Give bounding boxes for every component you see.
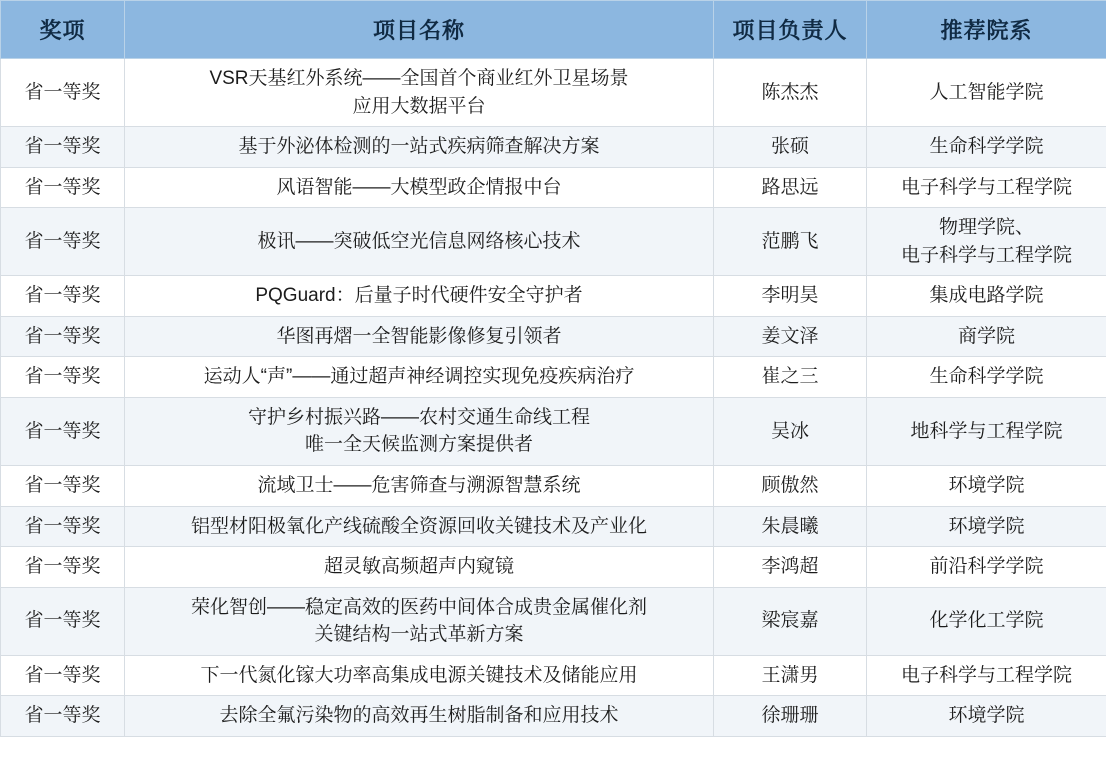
cell-leader: 姜文泽 (714, 316, 867, 357)
cell-department (867, 208, 1106, 276)
department-line: 地科学与工程学院 (910, 420, 1063, 442)
project-name-line: 风语智能——大模型政企情报中台 (276, 176, 562, 198)
cell-project-name (125, 466, 714, 507)
cell-leader: 范鹏飞 (714, 208, 867, 276)
cell-project-name (125, 547, 714, 588)
table-row (1, 316, 1106, 357)
cell-award: 省一等奖 (1, 506, 125, 547)
department-line: 环境学院 (948, 475, 1025, 497)
cell-department (867, 357, 1106, 398)
cell-department (867, 506, 1106, 547)
table-row (1, 466, 1106, 507)
project-name-line: 流域卫士——危害筛查与溯源智慧系统 (257, 475, 581, 497)
project-name-line: PQGuard：后量子时代硬件安全守护者 (255, 285, 583, 307)
cell-award: 省一等奖 (1, 357, 125, 398)
department-line: 电子科学与工程学院 (900, 176, 1072, 198)
cell-department (867, 127, 1106, 168)
table-row (1, 506, 1106, 547)
project-name-line: 应用大数据平台 (352, 95, 486, 117)
table-header (1, 1, 1106, 59)
department-line: 化学化工学院 (929, 610, 1044, 632)
cell-department (867, 696, 1106, 737)
department-line: 人工智能学院 (929, 81, 1044, 103)
cell-leader: 路思远 (714, 167, 867, 208)
cell-project-name (125, 167, 714, 208)
project-name-line: 基于外泌体检测的一站式疾病筛查解决方案 (238, 136, 600, 158)
cell-leader: 王潇男 (714, 655, 867, 696)
cell-leader: 顾傲然 (714, 466, 867, 507)
cell-award: 省一等奖 (1, 276, 125, 317)
cell-department (867, 59, 1106, 127)
department-line: 电子科学与工程学院 (900, 664, 1072, 686)
project-name-line: VSR天基红外系统——全国首个商业红外卫星场景 (209, 68, 629, 89)
cell-award: 省一等奖 (1, 696, 125, 737)
cell-project-name (125, 696, 714, 737)
table-row (1, 696, 1106, 737)
cell-leader: 朱晨曦 (714, 506, 867, 547)
cell-department (867, 276, 1106, 317)
cell-department (867, 397, 1106, 465)
cell-project-name (125, 357, 714, 398)
cell-project-name (125, 655, 714, 696)
cell-department (867, 316, 1106, 357)
column-header-project: 项目名称 (125, 1, 714, 59)
table-row (1, 127, 1106, 168)
cell-project-name (125, 587, 714, 655)
cell-award: 省一等奖 (1, 127, 125, 168)
table-row (1, 587, 1106, 655)
table-row (1, 547, 1106, 588)
cell-department (867, 655, 1106, 696)
project-name-line: 运动人“声”——通过超声神经调控实现免疫疾病治疗 (203, 366, 635, 388)
department-line: 环境学院 (948, 515, 1025, 537)
cell-project-name (125, 208, 714, 276)
table-body (1, 59, 1106, 737)
cell-project-name (125, 506, 714, 547)
department-line: 前沿科学学院 (929, 556, 1044, 578)
cell-award: 省一等奖 (1, 167, 125, 208)
table-row (1, 208, 1106, 276)
department-line: 电子科学与工程学院 (900, 244, 1072, 266)
cell-department (867, 587, 1106, 655)
cell-leader: 张硕 (714, 127, 867, 168)
department-line: 集成电路学院 (929, 285, 1044, 307)
department-line: 环境学院 (948, 705, 1025, 727)
table-row (1, 655, 1106, 696)
cell-leader: 李鸿超 (714, 547, 867, 588)
table-header-row (1, 1, 1106, 59)
department-line: 生命科学学院 (929, 366, 1044, 388)
project-name-line: 关键结构一站式革新方案 (314, 624, 524, 646)
cell-department (867, 167, 1106, 208)
cell-award: 省一等奖 (1, 466, 125, 507)
project-name-line: 下一代氮化镓大功率高集成电源关键技术及储能应用 (200, 664, 638, 686)
table-row (1, 276, 1106, 317)
cell-leader: 吴冰 (714, 397, 867, 465)
project-name-line: 超灵敏高频超声内窥镜 (323, 556, 514, 578)
table-row (1, 167, 1106, 208)
cell-department (867, 466, 1106, 507)
column-header-award: 奖项 (1, 1, 125, 59)
table-row (1, 397, 1106, 465)
department-line: 物理学院、 (938, 217, 1034, 239)
column-header-leader: 项目负责人 (714, 1, 867, 59)
table-row (1, 59, 1106, 127)
cell-award: 省一等奖 (1, 59, 125, 127)
cell-project-name (125, 276, 714, 317)
project-name-line: 唯一全天候监测方案提供者 (304, 434, 533, 456)
cell-leader: 徐珊珊 (714, 696, 867, 737)
project-name-line: 极讯——突破低空光信息网络核心技术 (257, 230, 581, 252)
cell-award: 省一等奖 (1, 397, 125, 465)
project-name-line: 守护乡村振兴路——农村交通生命线工程 (247, 406, 590, 428)
cell-award: 省一等奖 (1, 316, 125, 357)
project-name-line: 华图再熠一全智能影像修复引领者 (276, 325, 562, 347)
table-row (1, 357, 1106, 398)
cell-leader: 崔之三 (714, 357, 867, 398)
cell-project-name (125, 397, 714, 465)
project-name-line: 荣化智创——稳定高效的医药中间体合成贵金属催化剂 (190, 596, 647, 618)
cell-leader: 陈杰杰 (714, 59, 867, 127)
cell-award: 省一等奖 (1, 655, 125, 696)
column-header-dept: 推荐院系 (867, 1, 1106, 59)
department-line: 商学院 (957, 325, 1015, 347)
project-name-line: 铝型材阳极氧化产线硫酸全资源回收关键技术及产业化 (190, 515, 647, 537)
cell-leader: 梁宸嘉 (714, 587, 867, 655)
cell-award: 省一等奖 (1, 547, 125, 588)
cell-project-name (125, 59, 714, 127)
project-name-line: 去除全氟污染物的高效再生树脂制备和应用技术 (219, 705, 619, 727)
cell-department (867, 547, 1106, 588)
cell-award: 省一等奖 (1, 587, 125, 655)
department-line: 生命科学学院 (929, 136, 1044, 158)
cell-leader: 李明昊 (714, 276, 867, 317)
cell-project-name (125, 127, 714, 168)
cell-award: 省一等奖 (1, 208, 125, 276)
cell-project-name (125, 316, 714, 357)
